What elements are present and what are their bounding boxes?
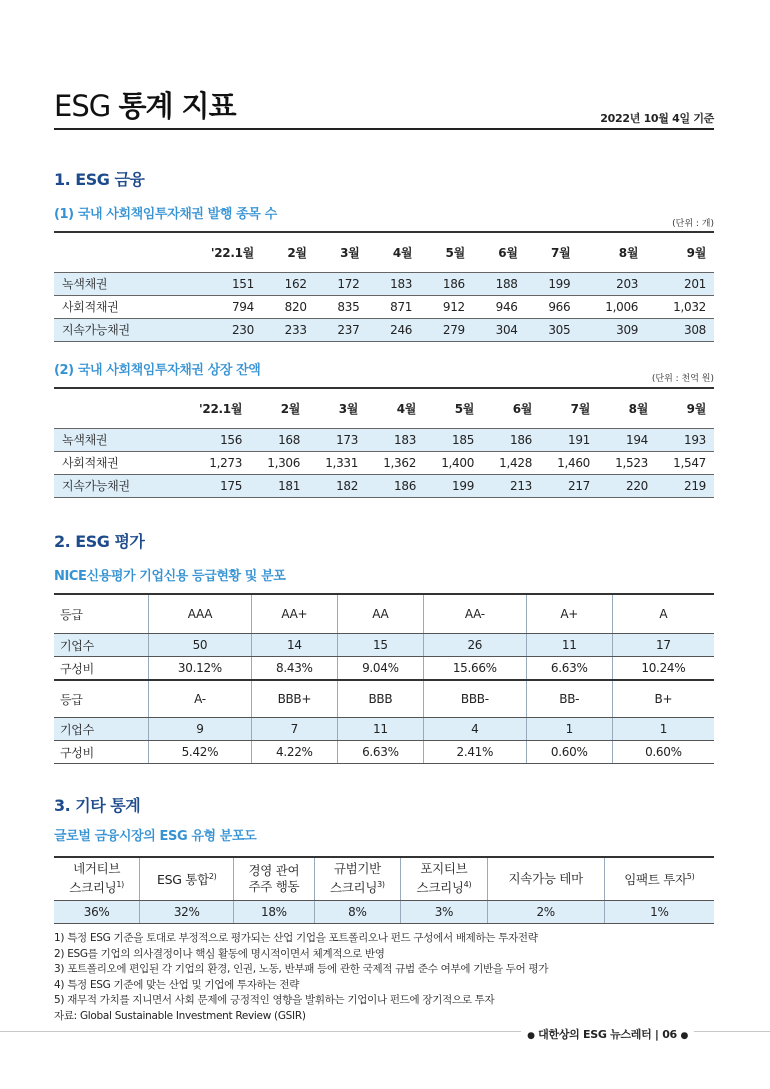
table-cell: 304 <box>473 318 526 341</box>
column-header: 6월 <box>473 232 526 272</box>
table-cell: 186 <box>420 272 473 295</box>
header-line: 지속가능 테마 <box>508 871 583 886</box>
table-cell: 308 <box>646 318 714 341</box>
grade-cell: BBB- <box>423 680 526 718</box>
table-cell: 2.41% <box>423 741 526 764</box>
column-header <box>401 857 488 901</box>
column-header: 3월 <box>308 388 366 428</box>
page-title-light: ESG <box>54 89 111 123</box>
grade-header-row <box>54 680 714 718</box>
column-header: 7월 <box>526 232 579 272</box>
table-cell: 1% <box>604 901 714 924</box>
table-cell: 186 <box>366 474 424 497</box>
table-cell: 9.04% <box>337 657 423 681</box>
table-cell: 11 <box>526 634 612 657</box>
column-header <box>234 857 314 901</box>
grade-header-label: 등급 <box>54 680 149 718</box>
table-cell: 15 <box>337 634 423 657</box>
table-cell: 2% <box>487 901 604 924</box>
grade-cell: AA- <box>423 594 526 634</box>
table-cell: 186 <box>482 428 540 451</box>
table-cell: 0.60% <box>526 741 612 764</box>
table-cell: 1,273 <box>180 451 250 474</box>
footer-bullet-icon: ● <box>527 1031 535 1041</box>
table-cell: 14 <box>251 634 337 657</box>
header-blank-cell <box>54 388 180 428</box>
table-cell: 233 <box>262 318 315 341</box>
footnote-marker: 5) <box>686 872 695 882</box>
table-cell: 946 <box>473 295 526 318</box>
reference-date: 2022년 10월 4일 기준 <box>600 112 714 125</box>
grade-cell: AA <box>337 594 423 634</box>
footnotes <box>54 931 548 1024</box>
section1-sub2-title: (2) 국내 사회책임투자채권 상장 잔액 <box>54 363 261 378</box>
footnote-marker: 2) <box>208 872 217 882</box>
table-cell: 168 <box>250 428 308 451</box>
table-header-row <box>54 857 714 901</box>
table-cell: 26 <box>423 634 526 657</box>
table-cell: 309 <box>578 318 646 341</box>
table-cell: 203 <box>578 272 646 295</box>
table-cell: 185 <box>424 428 482 451</box>
section1-sub1-title: (1) 국내 사회책임투자채권 발행 종목 수 <box>54 207 277 222</box>
table-cell: 794 <box>180 295 262 318</box>
page-title-bold: 통계 지표 <box>118 89 236 123</box>
row-label: 구성비 <box>54 657 149 681</box>
table-cell: 1 <box>612 718 714 741</box>
footnote-marker: 3) <box>377 880 385 890</box>
table-cell: 18% <box>234 901 314 924</box>
table-cell: 246 <box>367 318 420 341</box>
column-header: 5월 <box>424 388 482 428</box>
table-cell: 220 <box>598 474 656 497</box>
table-cell: 1,460 <box>540 451 598 474</box>
table-cell: 182 <box>308 474 366 497</box>
section3-title: 3. 기타 통계 <box>54 796 141 815</box>
table-cell: 36% <box>54 901 140 924</box>
section1-title: 1. ESG 금융 <box>54 170 145 189</box>
table-cell: 199 <box>526 272 579 295</box>
column-header: 5월 <box>420 232 473 272</box>
table-cell: 8% <box>314 901 401 924</box>
table-cell: 172 <box>315 272 368 295</box>
table-cell: 1,306 <box>250 451 308 474</box>
row-label: 구성비 <box>54 741 149 764</box>
column-header: 4월 <box>367 232 420 272</box>
column-header <box>314 857 401 901</box>
table-row <box>54 451 714 474</box>
table-cell: 1,362 <box>366 451 424 474</box>
table-cell: 230 <box>180 318 262 341</box>
grade-cell: BBB <box>337 680 423 718</box>
row-label: 녹색채권 <box>54 272 180 295</box>
table-cell: 193 <box>656 428 714 451</box>
table-cell: 17 <box>612 634 714 657</box>
table-cell: 305 <box>526 318 579 341</box>
section2-subtitle: NICE신용평가 기업신용 등급현황 및 분포 <box>54 569 286 584</box>
column-header: 4월 <box>366 388 424 428</box>
table-cell: 188 <box>473 272 526 295</box>
table-cell: 871 <box>367 295 420 318</box>
table-cell: 32% <box>140 901 234 924</box>
table-cell: 11 <box>337 718 423 741</box>
header-line: 경영 관여 <box>248 863 300 878</box>
footnote-marker: 1) <box>116 880 124 890</box>
header-line: ESG 통합 <box>157 872 209 888</box>
column-header: 6월 <box>482 388 540 428</box>
table-cell: 183 <box>367 272 420 295</box>
column-header: 9월 <box>646 232 714 272</box>
table-row <box>54 428 714 451</box>
table-cell: 1,032 <box>646 295 714 318</box>
footer-text: 대한상의 ESG 뉴스레터 <box>538 1028 652 1041</box>
table-row <box>54 272 714 295</box>
page-number: 06 <box>662 1028 677 1041</box>
table-cell: 237 <box>315 318 368 341</box>
table-cell: 173 <box>308 428 366 451</box>
column-header: 7월 <box>540 388 598 428</box>
table-cell: 835 <box>315 295 368 318</box>
table-cell: 912 <box>420 295 473 318</box>
column-header: 2월 <box>262 232 315 272</box>
section3-subtitle: 글로벌 금융시장의 ESG 유형 분포도 <box>54 829 257 844</box>
grade-cell: A <box>612 594 714 634</box>
footnote-marker: 4) <box>463 880 472 890</box>
row-label: 기업수 <box>54 718 149 741</box>
table-cell: 1,331 <box>308 451 366 474</box>
header-line: 규범기반 <box>333 861 381 877</box>
footnote-line: 2) ESG를 기업의 의사결정이나 핵심 활동에 명시적이면서 체계적으로 반영 <box>54 947 385 960</box>
table-cell: 1,547 <box>656 451 714 474</box>
section1-sub2-unit: (단위 : 천억 원) <box>651 374 714 384</box>
table-cell: 10.24% <box>612 657 714 681</box>
table-cell: 199 <box>424 474 482 497</box>
table-cell: 156 <box>180 428 250 451</box>
table-cell: 3% <box>401 901 488 924</box>
column-header <box>604 857 714 901</box>
table-cell: 1 <box>526 718 612 741</box>
table-cell: 1,400 <box>424 451 482 474</box>
credit-grade-table <box>54 593 714 764</box>
table-cell: 201 <box>646 272 714 295</box>
grade-cell: B+ <box>612 680 714 718</box>
table-row <box>54 718 714 741</box>
column-header <box>54 857 140 901</box>
table-cell: 0.60% <box>612 741 714 764</box>
table-cell: 8.43% <box>251 657 337 681</box>
table-cell: 279 <box>420 318 473 341</box>
table-cell: 15.66% <box>423 657 526 681</box>
table-cell: 4 <box>423 718 526 741</box>
header-line: 스크리닝 <box>69 880 117 896</box>
table-cell: 213 <box>482 474 540 497</box>
footnote-line: 5) 재무적 가치를 지니면서 사회 문제에 긍정적인 영향을 발휘하는 기업이나 펀드에 장기적으로 투자 <box>54 994 495 1006</box>
table-header-row <box>54 388 714 428</box>
section2-title: 2. ESG 평가 <box>54 532 145 551</box>
table-cell: 181 <box>250 474 308 497</box>
column-header: 9월 <box>656 388 714 428</box>
footer: ● 대한상의 ESG 뉴스레터 | 06 ● <box>521 1026 694 1042</box>
header-line: 네거티브 <box>73 861 121 877</box>
column-header: 3월 <box>315 232 368 272</box>
table-cell: 30.12% <box>149 657 252 681</box>
table-row <box>54 295 714 318</box>
table-cell: 6.63% <box>526 657 612 681</box>
header-line: 임팩트 투자 <box>624 872 687 888</box>
table-cell: 1,523 <box>598 451 656 474</box>
table-cell: 162 <box>262 272 315 295</box>
table-header-row <box>54 232 714 272</box>
table-cell: 4.22% <box>251 741 337 764</box>
section1-sub1-unit: (단위 : 개) <box>672 219 714 229</box>
listing-balance-table <box>54 387 714 498</box>
table-cell: 175 <box>180 474 250 497</box>
table-cell: 194 <box>598 428 656 451</box>
column-header: '22.1월 <box>180 232 262 272</box>
table-row <box>54 318 714 341</box>
row-label: 지속가능채권 <box>54 318 180 341</box>
row-label: 녹색채권 <box>54 428 180 451</box>
grade-cell: AAA <box>149 594 252 634</box>
header-blank-cell <box>54 232 180 272</box>
row-label: 사회적채권 <box>54 451 180 474</box>
header-line: 스크리닝 <box>416 880 464 896</box>
table-cell: 219 <box>656 474 714 497</box>
row-label: 지속가능채권 <box>54 474 180 497</box>
column-header <box>140 857 234 901</box>
column-header: '22.1월 <box>180 388 250 428</box>
table-cell: 1,006 <box>578 295 646 318</box>
footnote-line: 1) 특정 ESG 기준을 토대로 부정적으로 평가되는 산업 기업을 포트폴리오나 펀드 구성에서 배제하는 투자전략 <box>54 932 538 944</box>
grade-cell: A- <box>149 680 252 718</box>
column-header <box>487 857 604 901</box>
title-divider <box>54 128 714 130</box>
issuance-count-table <box>54 231 714 342</box>
table-row <box>54 474 714 497</box>
table-cell: 191 <box>540 428 598 451</box>
table-cell: 5.42% <box>149 741 252 764</box>
header-line: 포지티브 <box>420 861 468 877</box>
footnote-line: 3) 포트폴리오에 편입된 각 기업의 환경, 인권, 노동, 반부패 등에 관한 국제적 규범 준수 여부에 기반을 두어 평가 <box>54 963 549 975</box>
grade-header-label: 등급 <box>54 594 149 634</box>
esg-type-table <box>54 856 714 924</box>
table-cell: 217 <box>540 474 598 497</box>
grade-cell: BBB+ <box>251 680 337 718</box>
table-row <box>54 657 714 681</box>
grade-cell: AA+ <box>251 594 337 634</box>
footnote-line: 4) 특정 ESG 기준에 맞는 산업 및 기업에 투자하는 전략 <box>54 978 300 991</box>
table-row <box>54 901 714 924</box>
header-line: 스크리닝 <box>330 880 378 896</box>
column-header: 2월 <box>250 388 308 428</box>
table-cell: 820 <box>262 295 315 318</box>
table-cell: 6.63% <box>337 741 423 764</box>
column-header: 8월 <box>578 232 646 272</box>
header-line: 주주 행동 <box>248 879 300 894</box>
table-cell: 1,428 <box>482 451 540 474</box>
table-cell: 50 <box>149 634 252 657</box>
table-row <box>54 634 714 657</box>
grade-cell: BB- <box>526 680 612 718</box>
column-header: 8월 <box>598 388 656 428</box>
row-label: 사회적채권 <box>54 295 180 318</box>
grade-header-row <box>54 594 714 634</box>
page-title <box>54 84 236 125</box>
table-cell: 9 <box>149 718 252 741</box>
table-row <box>54 741 714 764</box>
table-cell: 183 <box>366 428 424 451</box>
footer-bullet-icon: ● <box>680 1031 688 1041</box>
grade-cell: A+ <box>526 594 612 634</box>
table-cell: 966 <box>526 295 579 318</box>
footnote-line: 자료: Global Sustainable Investment Review (GSIR) <box>54 1009 306 1022</box>
row-label: 기업수 <box>54 634 149 657</box>
table-cell: 151 <box>180 272 262 295</box>
table-cell: 7 <box>251 718 337 741</box>
